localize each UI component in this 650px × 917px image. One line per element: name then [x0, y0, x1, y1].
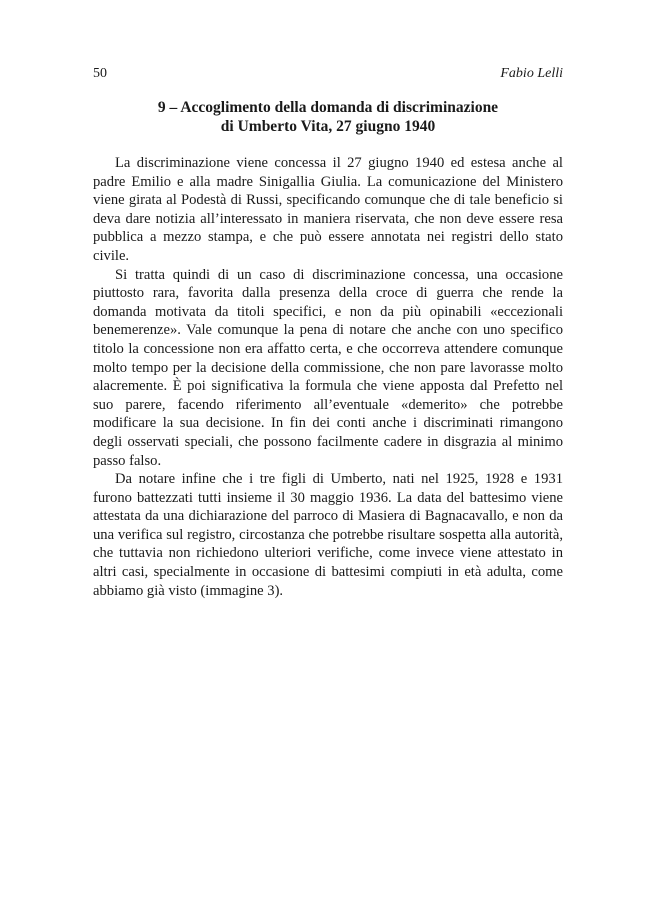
chapter-title-line-1: 9 – Accoglimento della domanda di discriminazione	[157, 99, 499, 116]
running-author: Fabio Lelli	[500, 66, 563, 81]
paragraph: Si tratta quindi di un caso di discriminazione concessa, una occasione piuttosto rara, favorita dalla presenza della croce di guerra che rende la domanda motivata da titoli specifici, e non da più opinabili «eccezionali benemerenze». Vale comunque la pena di notare che anche con uno specifico titolo la concessione non era affatto certa, e che occorreva attendere comunque molto tempo per la decisione della commissione, che non pare lavorasse molto alacremente. È poi significativa la formula che viene apposta dal Prefetto nel suo parere, facendo riferimento all’eventuale «demerito» che potrebbe modificare la sua decisione. In fin dei conti anche i discriminati rimangono degli osservati speciali, che possono facilmente cadere in disgrazia al minimo passo falso.	[93, 266, 563, 469]
running-header	[93, 64, 563, 84]
page-number: 50	[93, 66, 107, 81]
body-text	[93, 154, 563, 600]
paragraph: Da notare infine che i tre figli di Umberto, nati nel 1925, 1928 e 1931 furono battezzati tutti insieme il 30 maggio 1936. La data del battesimo viene attestata da una dichiarazione del parroco di Masiera di Bagnacavallo, e non da una verifica sul registro, circostanza che potrebbe risultare sospetta alla autorità, che tuttavia non richiedono ulteriori verifiche, come invece viene attestato in altri casi, specialmente in occasione di battesimi compiuti in età adulta, come abbiamo già visto (immagine 3).	[93, 471, 563, 599]
paragraph: La discriminazione viene concessa il 27 giugno 1940 ed estesa anche al padre Emilio e alla madre Sinigallia Giulia. La comunicazione del Ministero viene girata al Podestà di Russi, specificando comunque che di tale beneficio si deva dare notizia all’interessato in maniera riservata, che non deve essere resa pubblica a mezzo stampa, e che può essere annotata nei registri dello stato civile.	[93, 155, 563, 264]
chapter-title	[93, 98, 563, 136]
chapter-title-line-2: di Umberto Vita, 27 giugno 1940	[220, 118, 436, 135]
book-page	[93, 64, 563, 600]
